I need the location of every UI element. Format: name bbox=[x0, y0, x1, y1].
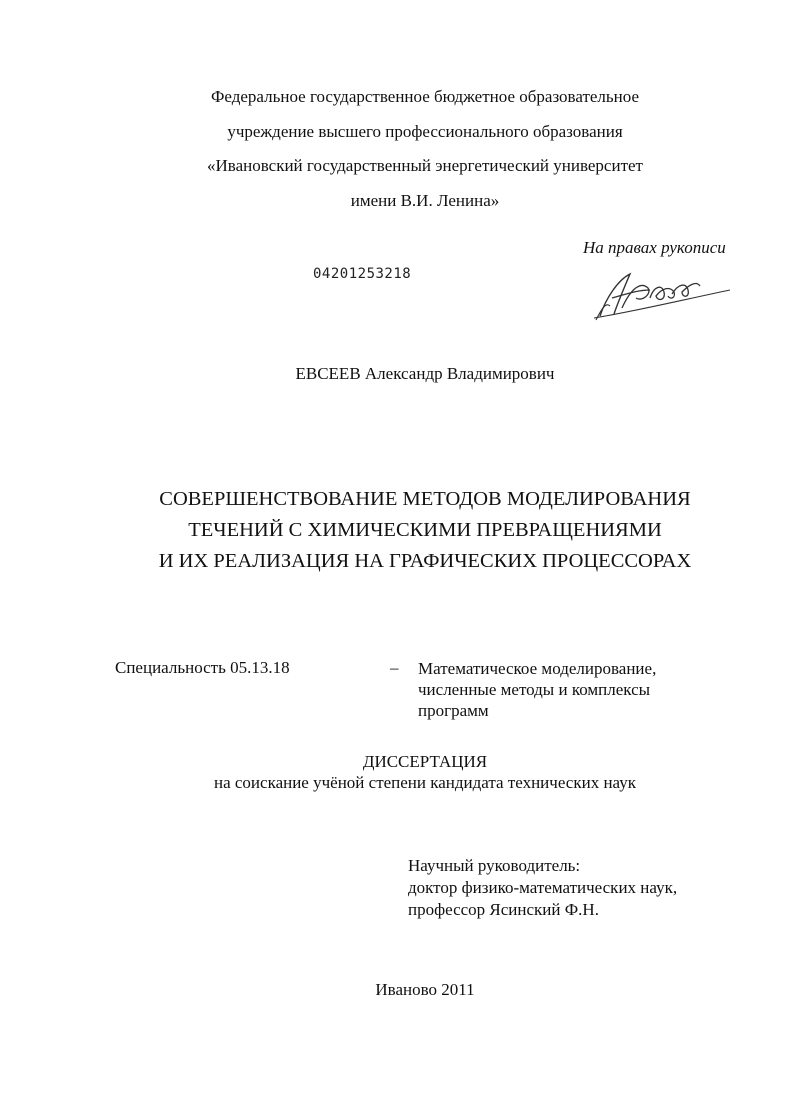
specialty-label: Специальность 05.13.18 bbox=[115, 658, 290, 677]
institution-line: имени В.И. Ленина» bbox=[350, 190, 500, 210]
supervisor-line: доктор физико-математических наук, bbox=[408, 878, 678, 897]
thesis-title-line: СОВЕРШЕНСТВОВАНИЕ МЕТОДОВ МОДЕЛИРОВАНИЯ bbox=[159, 488, 691, 510]
thesis-title-line: И ИХ РЕАЛИЗАЦИЯ НА ГРАФИЧЕСКИХ ПРОЦЕССОРАХ bbox=[158, 550, 692, 572]
institution-header bbox=[0, 80, 791, 218]
author-name: ЕВСЕЕВ Александр Владимирович bbox=[295, 364, 555, 383]
specialty-description-line: Математическое моделирование, bbox=[418, 659, 657, 678]
manuscript-rights-note: На правах рукописи bbox=[583, 238, 726, 257]
specialty-description-line: программ bbox=[418, 701, 489, 720]
supervisor-block bbox=[408, 855, 677, 921]
specialty-description-line: численные методы и комплексы bbox=[418, 680, 651, 699]
document-purpose: на соискание учёной степени кандидата технических наук bbox=[213, 773, 636, 792]
institution-line: «Ивановский государственный энергетический университет bbox=[207, 156, 643, 175]
city-and-year: Иваново 2011 bbox=[375, 980, 475, 999]
specialty-dash: – bbox=[390, 658, 399, 677]
supervisor-line: Научный руководитель: bbox=[408, 856, 581, 875]
thesis-title bbox=[0, 484, 791, 577]
specialty-description bbox=[418, 658, 656, 721]
institution-line: Федеральное государственное бюджетное образовательное bbox=[210, 87, 640, 106]
registration-number: 04201253218 bbox=[313, 266, 412, 282]
document-type: ДИССЕРТАЦИЯ bbox=[362, 752, 488, 771]
supervisor-line: профессор Ясинский Ф.Н. bbox=[408, 900, 599, 919]
handwritten-signature bbox=[592, 268, 732, 323]
thesis-title-line: ТЕЧЕНИЙ С ХИМИЧЕСКИМИ ПРЕВРАЩЕНИЯМИ bbox=[188, 519, 662, 541]
institution-line: учреждение высшего профессионального образования bbox=[227, 121, 623, 141]
